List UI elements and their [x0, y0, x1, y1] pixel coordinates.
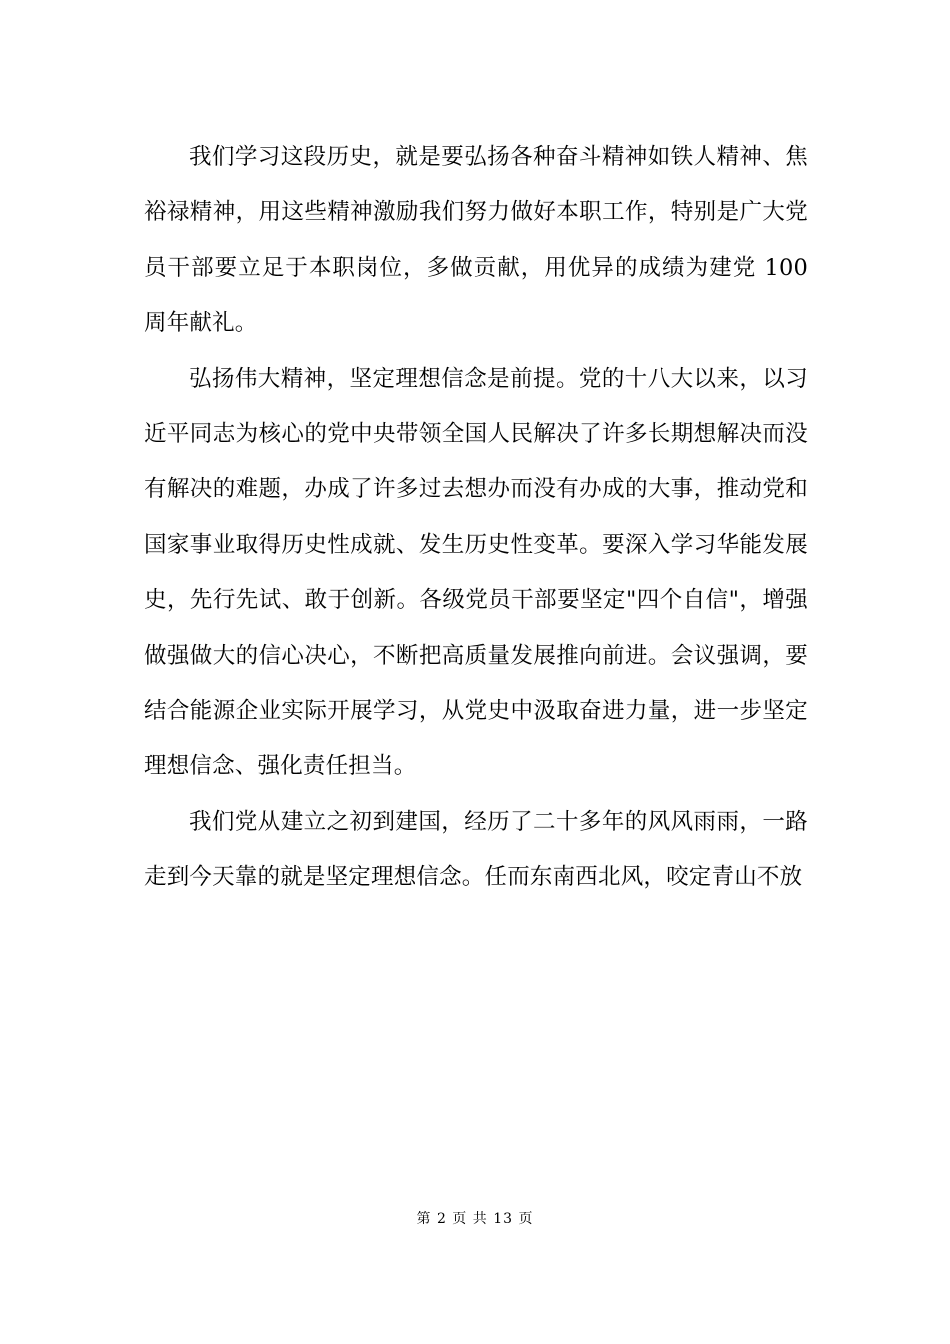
paragraph-2: 弘扬伟大精神，坚定理想信念是前提。党的十八大以来，以习近平同志为核心的党中央带领全国人民解决了许多长期想解决而没有解决的难题，办成了许多过去想办而没有办成的大事，推动党和国家事业取得历史性成就、发生历史性变革。要深入学习华能发展史，先行先试、敢于创新。各级党员干部要坚定"四个自信"，增强做强做大的信心决心，不断把高质量发展推向前进。会议强调，要结合能源企业实际开展学习，从党史中汲取奋进力量，进一步坚定理想信念、强化责任担当。 [144, 365, 808, 780]
page-number-footer: 第 2 页 共 13 页 [416, 1211, 534, 1227]
paragraph-3: 我们党从建立之初到建国，经历了二十多年的风风雨雨，一路走到今天靠的就是坚定理想信念。任而东南西北风，咬定青山不放 [144, 808, 808, 891]
paragraph-1: 我们学习这段历史，就是要弘扬各种奋斗精神如铁人精神、焦裕禄精神，用这些精神激励我们努力做好本职工作，特别是广大党员干部要立足于本职岗位，多做贡献，用优异的成绩为建党 100 周年献礼。 [144, 144, 808, 337]
document-body [144, 130, 808, 906]
